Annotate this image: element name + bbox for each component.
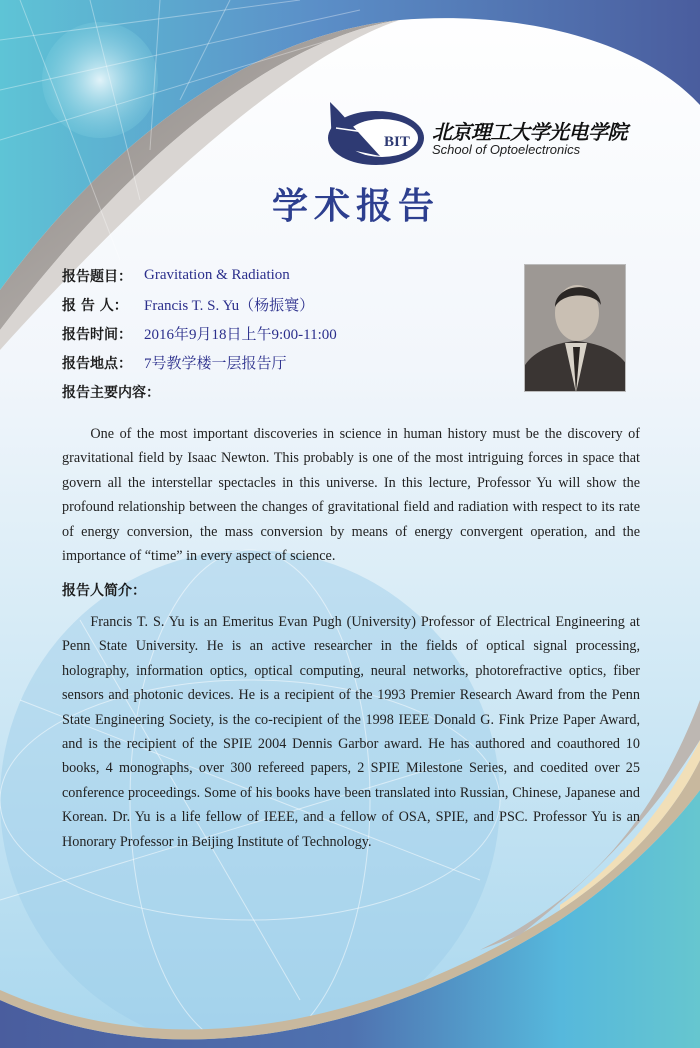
location-value: 7号教学楼一层报告厅	[144, 356, 287, 372]
abstract-heading-row	[62, 377, 337, 406]
speaker-row	[62, 290, 337, 319]
abstract-heading: 报告主要内容：	[62, 384, 160, 401]
speaker-photo	[524, 264, 626, 392]
svg-text:BIT: BIT	[384, 134, 410, 150]
location-row	[62, 348, 337, 377]
topic-row	[62, 261, 337, 290]
location-label: 报告地点：	[62, 355, 132, 372]
bio-text: Francis T. S. Yu is an Emeritus Evan Pugh (University) Professor of Electrical Engineering at Penn State University. He is an active researcher in the fields of optical signal processing, holography, information optics, optical computing, neural networks, photorefractive optics, fiber sensors and photonic devices. He is a recipient of the 1993 Premier Research Award from the Penn State Engineering Society, is the co-recipient of the 1998 IEEE Donald G. Fink Prize Paper Award, and is the recipient of the SPIE 2004 Dennis Garbor award. He has authored and coauthored 10 books, 4 monographs, over 300 refereed papers, 2 SPIE Milestone Series, and coedited over 25 conference proceedings. Some of his books have been translated into Russian, Chinese, Japanese and Korean. Dr. Yu is a life fellow of IEEE, and a fellow of OSA, SPIE, and PSC. Professor Yu is an Honorary Professor in Beijing Institute of Technology.	[62, 614, 640, 850]
page-title: 学术报告	[271, 186, 440, 227]
school-name-cn: 北京理工大学光电学院	[432, 120, 627, 144]
topic-value: Gravitation & Radiation	[144, 267, 290, 283]
school-name-en: School of Optoelectronics	[432, 142, 581, 157]
bit-emblem-icon	[324, 98, 428, 168]
speaker-value: Francis T. S. Yu（杨振寰）	[144, 298, 315, 314]
time-value: 2016年9月18日上午9:00-11:00	[144, 327, 337, 343]
topic-label: 报告题目：	[62, 268, 132, 285]
abstract-text: One of the most important discoveries in science in human history must be the discovery of gravitational field by Isaac Newton. This probably is one of the most intriguing forces in space that govern all the interstellar spectacles in this universe. In this lecture, Professor Yu will show the profound relationship between the changes of gravitational field and radiation with respect to its rate of energy conversion, the mass conversion by means of energy convergent operation, and the importance of “time” in every aspect of science.	[62, 426, 640, 565]
speaker-label: 报 告 人：	[62, 297, 128, 314]
portrait-icon	[525, 265, 626, 392]
school-logo	[324, 98, 654, 168]
time-label: 报告时间：	[62, 326, 132, 343]
bio-heading: 报告人简介：	[62, 583, 146, 599]
lecture-info	[62, 261, 337, 406]
time-row	[62, 319, 337, 348]
